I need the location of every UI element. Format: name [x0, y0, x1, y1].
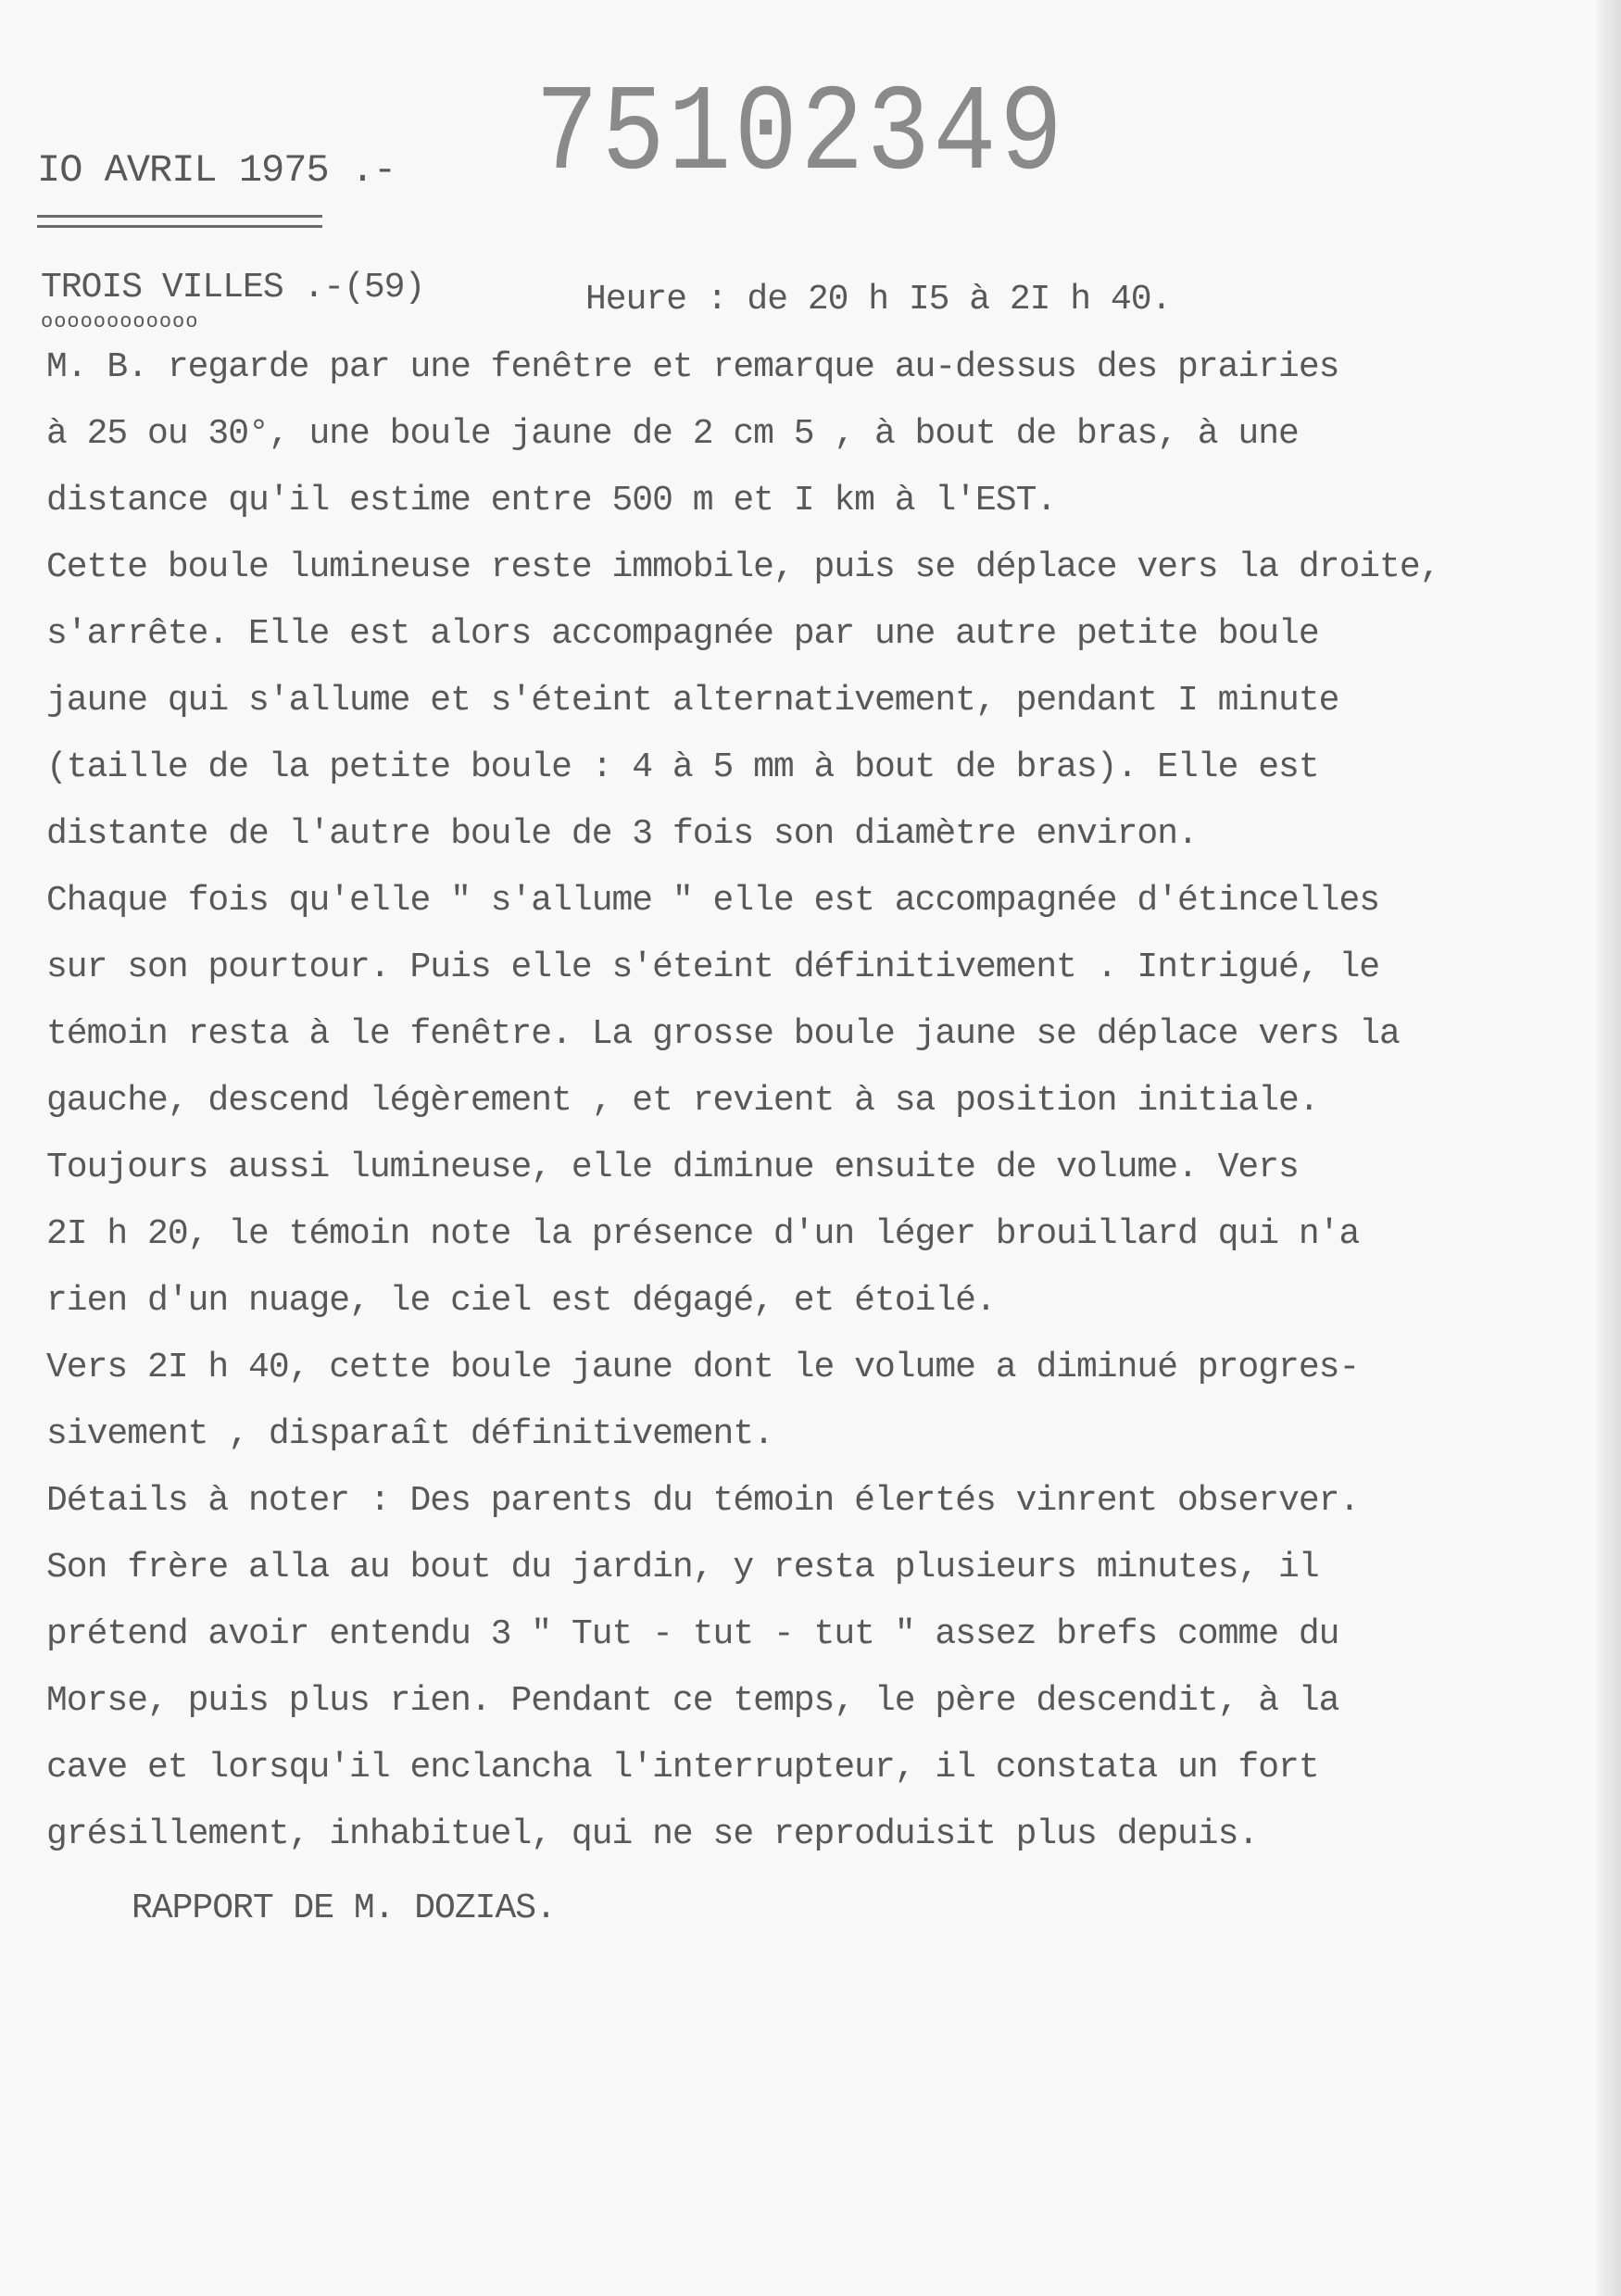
body-line: rien d'un nuage, le ciel est dégagé, et étoilé.: [46, 1281, 996, 1321]
report-date: IO AVRIL 1975 .-: [37, 148, 396, 193]
body-line: Vers 2I h 40, cette boule jaune dont le volume a diminué progres-: [46, 1348, 1360, 1387]
body-line: (taille de la petite boule : 4 à 5 mm à bout de bras). Elle est: [46, 747, 1319, 787]
body-line: distante de l'autre boule de 3 fois son diamètre environ.: [46, 814, 1198, 854]
body-line: sur son pourtour. Puis elle s'éteint définitivement . Intrigué, le: [46, 947, 1380, 987]
body-line: 2I h 20, le témoin note la présence d'un léger brouillard qui n'a: [46, 1214, 1360, 1254]
body-line: sivement , disparaît définitivement.: [46, 1414, 773, 1454]
body-line: jaune qui s'allume et s'éteint alternativement, pendant I minute: [46, 681, 1339, 721]
body-line: grésillement, inhabituel, qui ne se reproduisit plus depuis.: [46, 1814, 1259, 1854]
body-line: s'arrête. Elle est alors accompagnée par une autre petite boule: [46, 614, 1319, 654]
date-double-underline: [37, 215, 322, 228]
observation-time: Heure : de 20 h I5 à 2I h 40.: [585, 280, 1172, 320]
body-line: cave et lorsqu'il enclancha l'interrupteur, il constata un fort: [46, 1748, 1319, 1788]
body-line: M. B. regarde par une fenêtre et remarque au-dessus des prairies: [46, 347, 1339, 387]
body-line: à 25 ou 30°, une boule jaune de 2 cm 5 , à bout de bras, à une: [46, 414, 1299, 454]
location-underline-dots: oooooooooooo: [41, 310, 199, 333]
body-line: distance qu'il estime entre 500 m et I km à l'EST.: [46, 481, 1057, 521]
body-line: témoin resta à le fenêtre. La grosse boule jaune se déplace vers la: [46, 1014, 1400, 1054]
body-line: gauche, descend légèrement , et revient à sa position initiale.: [46, 1081, 1319, 1121]
body-line: prétend avoir entendu 3 " Tut - tut - tut " assez brefs comme du: [46, 1614, 1339, 1654]
body-line: Morse, puis plus rien. Pendant ce temps, le père descendit, à la: [46, 1681, 1339, 1721]
body-line: Chaque fois qu'elle " s'allume " elle est accompagnée d'étincelles: [46, 881, 1380, 921]
report-signature: RAPPORT DE M. DOZIAS.: [132, 1888, 556, 1928]
body-line: Cette boule lumineuse reste immobile, puis se déplace vers la droite,: [46, 547, 1440, 587]
reference-number-stamp: 75102349: [535, 66, 1066, 205]
page-edge-shadow: [1597, 0, 1621, 2296]
body-line: Toujours aussi lumineuse, elle diminue ensuite de volume. Vers: [46, 1148, 1299, 1187]
body-line: Son frère alla au bout du jardin, y resta plusieurs minutes, il: [46, 1548, 1319, 1587]
body-line: Détails à noter : Des parents du témoin élertés vinrent observer.: [46, 1481, 1360, 1521]
location-heading: TROIS VILLES .-(59): [41, 268, 425, 307]
